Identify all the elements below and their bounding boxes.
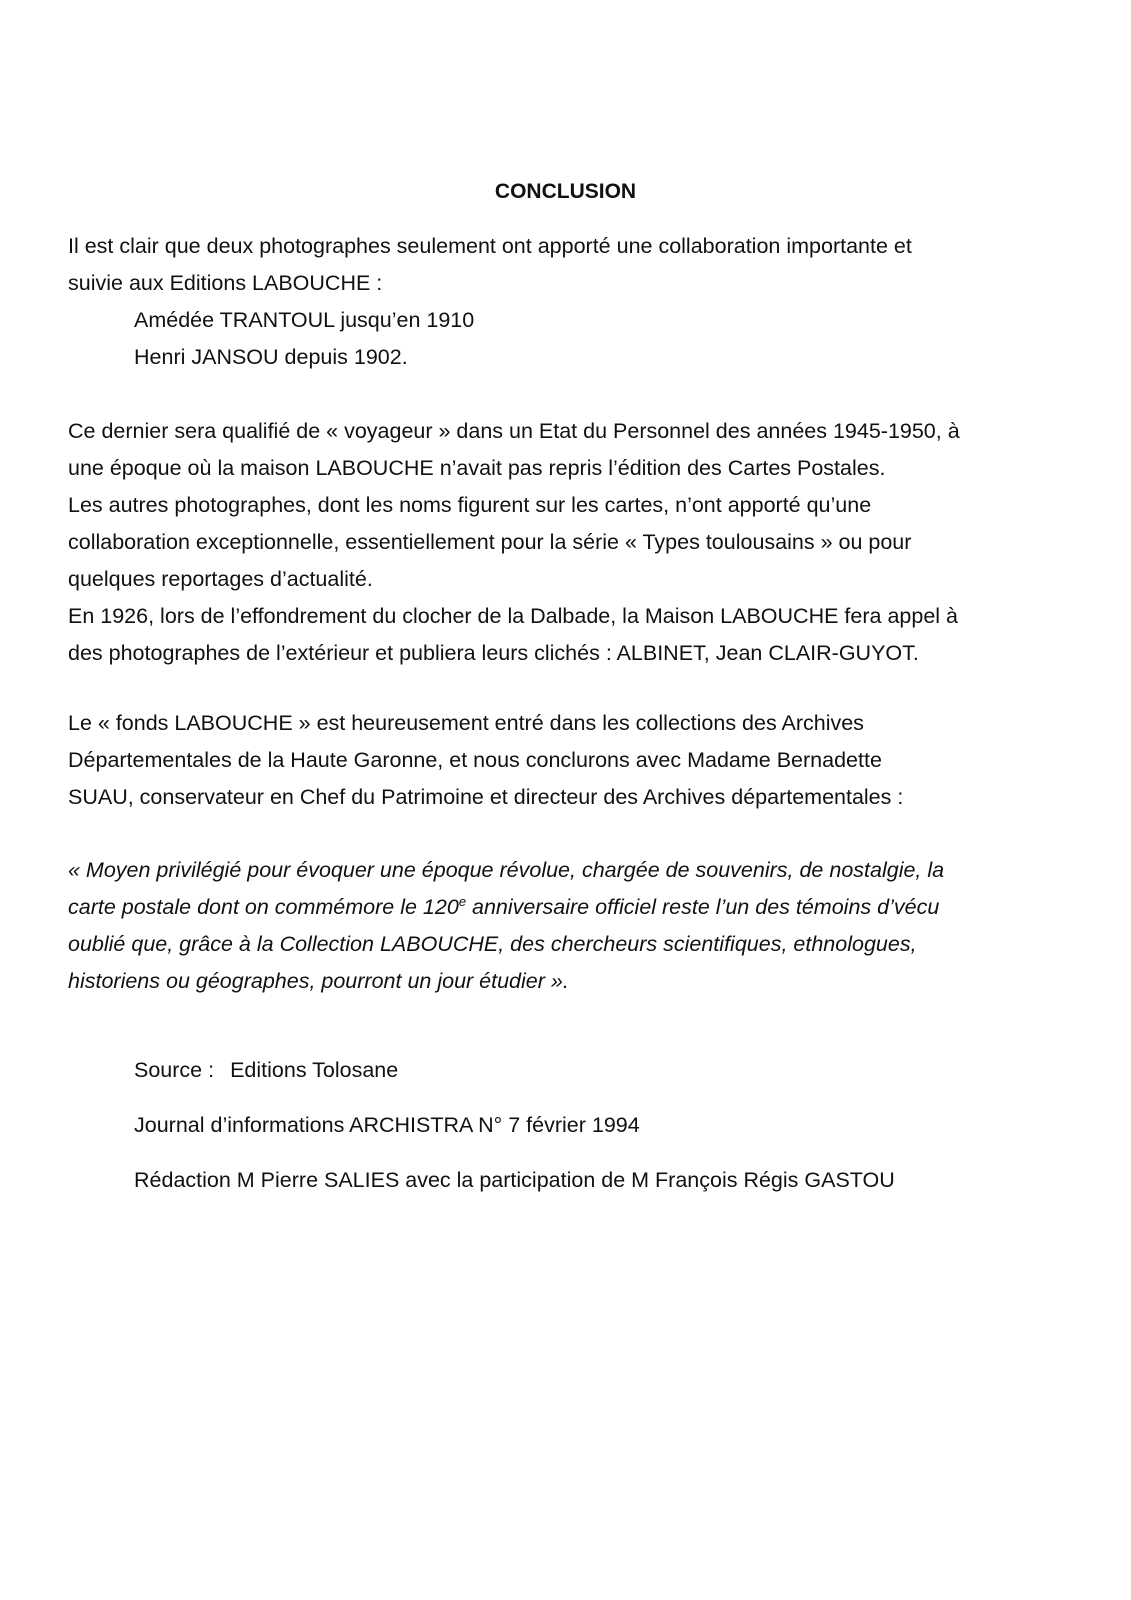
- paragraph-line: Les autres photographes, dont les noms figurent sur les cartes, n’ont apporté qu’une: [68, 493, 872, 517]
- document-title: CONCLUSION: [494, 180, 637, 203]
- archives-paragraph: [68, 705, 1068, 816]
- paragraph-line: collaboration exceptionnelle, essentiellement pour la série « Types toulousains » ou pour: [68, 530, 912, 554]
- source-value: Editions Tolosane: [230, 1058, 399, 1082]
- paragraph-line: quelques reportages d’actualité.: [68, 567, 373, 591]
- photographer-line: Amédée TRANTOUL jusqu’en 1910: [134, 308, 475, 332]
- paragraph-line: SUAU, conservateur en Chef du Patrimoine et directeur des Archives départementales :: [68, 785, 904, 809]
- source-line: [134, 1058, 398, 1083]
- quote-text: carte postale dont on commémore le 120: [68, 895, 459, 919]
- quote-line: oublié que, grâce à la Collection LABOUCHE, des chercheurs scientifiques, ethnologues,: [68, 932, 917, 956]
- quotation: [68, 852, 1068, 1000]
- paragraph-line: Le « fonds LABOUCHE » est heureusement entré dans les collections des Archives: [68, 711, 864, 735]
- paragraph-line: Départementales de la Haute Garonne, et nous conclurons avec Madame Bernadette: [68, 748, 882, 772]
- paragraph-line: une époque où la maison LABOUCHE n’avait pas repris l’édition des Cartes Postales.: [68, 456, 886, 480]
- quote-line: [68, 889, 1068, 926]
- paragraph-line: suivie aux Editions LABOUCHE :: [68, 271, 383, 295]
- source-label: Source :: [134, 1058, 215, 1082]
- quote-text: anniversaire officiel reste l’un des témoins d’vécu: [466, 895, 940, 919]
- redaction-line: Rédaction M Pierre SALIES avec la participation de M François Régis GASTOU: [134, 1168, 895, 1192]
- photographer-line: Henri JANSOU depuis 1902.: [134, 345, 408, 369]
- quote-line: « Moyen privilégié pour évoquer une époque révolue, chargée de souvenirs, de nostalgie, la: [68, 858, 945, 882]
- journal-line: Journal d’informations ARCHISTRA N° 7 février 1994: [134, 1113, 640, 1137]
- paragraph-line: Il est clair que deux photographes seulement ont apporté une collaboration importante et: [68, 234, 912, 258]
- body-paragraph: [68, 413, 1068, 672]
- paragraph-line: En 1926, lors de l’effondrement du clocher de la Dalbade, la Maison LABOUCHE fera appel à: [68, 604, 958, 628]
- paragraph-line: des photographes de l’extérieur et publiera leurs clichés : ALBINET, Jean CLAIR-GUYOT.: [68, 641, 919, 665]
- intro-paragraph: [68, 228, 1068, 376]
- paragraph-line: Ce dernier sera qualifié de « voyageur » dans un Etat du Personnel des années 1945-1950, à: [68, 419, 960, 443]
- quote-line: historiens ou géographes, pourront un jour étudier ».: [68, 969, 569, 993]
- superscript: e: [458, 893, 467, 909]
